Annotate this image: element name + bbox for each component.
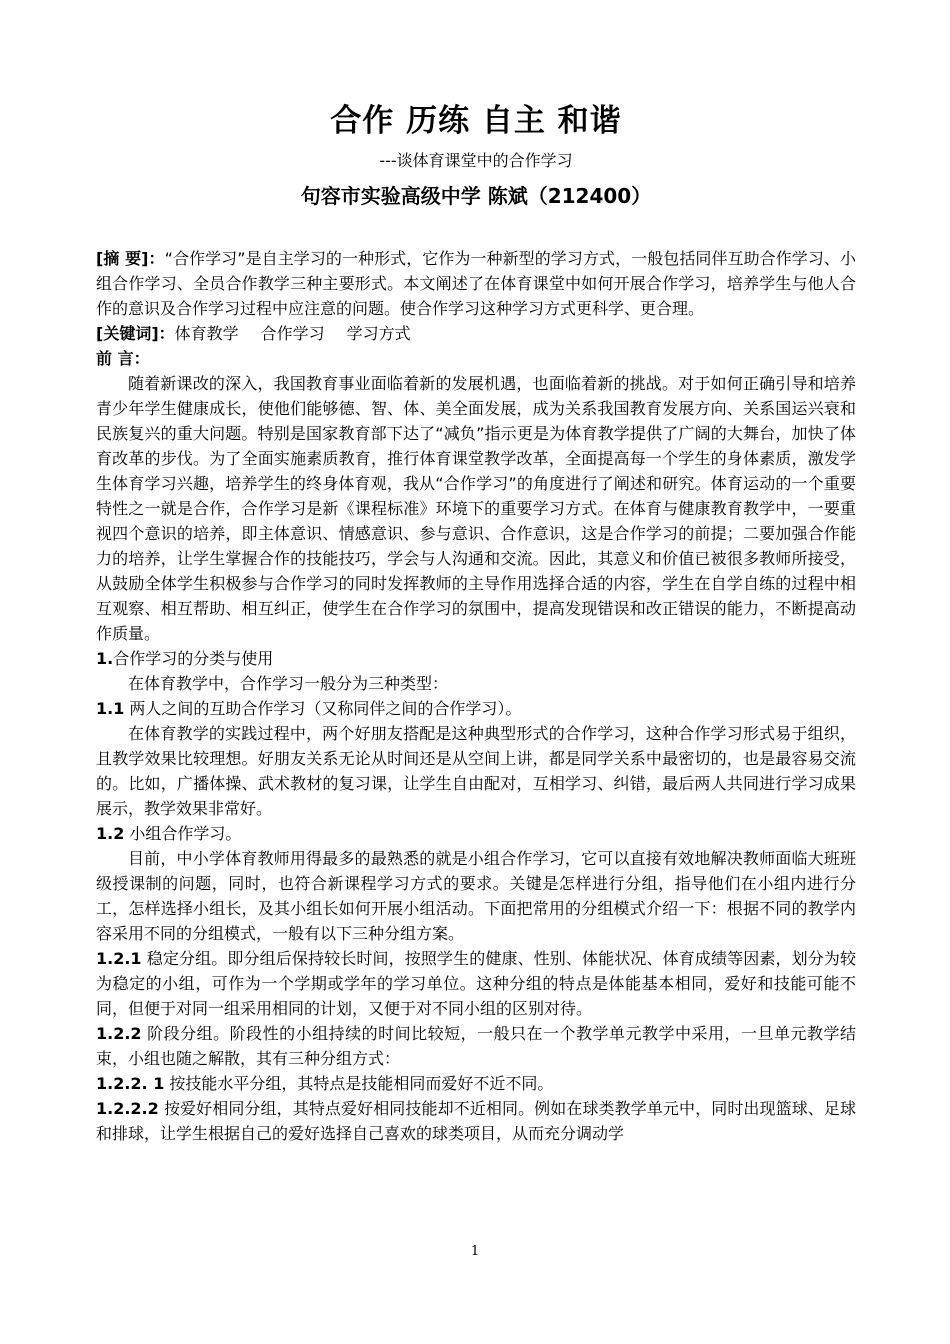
section-text: 按技能水平分组，其特点是技能相同而爱好不近不同。 xyxy=(164,1074,554,1093)
page-subtitle: ---谈体育课堂中的合作学习 xyxy=(379,151,573,170)
section-1-2-1-paragraph xyxy=(96,946,856,1021)
section-1-heading xyxy=(96,646,856,671)
keywords-line xyxy=(96,321,856,346)
preface-label: 前 言： xyxy=(96,349,150,368)
section-number: 1.2.1 xyxy=(96,949,142,968)
preface-paragraph: 随着新课改的深入，我国教育事业面临着新的发展机遇，也面临着新的挑战。对于如何正确引导和培养青少年学生健康成长，使他们能够德、智、体、美全面发展，成为关系我国教育发展方向、关系国运兴衰和民族复兴的重大问题。特别是国家教育部下达了“减负”指示更是为体育教学提供了广阔的大舞台，加快了体育改革的步伐。为了全面实施素质教育，推行体育课堂教学改革，全面提高每一个学生的身体素质，激发学生体育学习兴趣，培养学生的终身体育观，我从“合作学习”的角度进行了阐述和研究。体育运动的一个重要特性之一就是合作，合作学习是新《课程标准》环境下的重要学习方式。在体育与健康教育教学中，一要重视四个意识的培养，即主体意识、情感意识、参与意识、合作意识，这是合作学习的前提；二要加强合作能力的培养，让学生掌握合作的技能技巧，学会与人沟通和交流。因此，其意义和价值已被很多教师所接受，从鼓励全体学生积极参与合作学习的同时发挥教师的主导作用选择合适的内容，学生在自学自练的过程中相互观察、相互帮助、相互纠正，使学生在合作学习的氛围中，提高发现错误和改正错误的能力，不断提高动作质量。 xyxy=(96,374,856,643)
section-text: 稳定分组。即分组后保持较长时间，按照学生的健康、性别、体能状况、体育成绩等因素，划分为较为稳定的小组，可作为一个学期或学年的学习单位。这种分组的特点是体能基本相同，爱好和技能可能不同，但便于对同一组采用相同的计划，又便于对不同小组的区别对待。 xyxy=(96,949,856,1018)
abstract-text: “合作学习”是自主学习的一种形式，它作为一种新型的学习方式，一般包括同伴互助合作学习、小组合作学习、全员合作教学三种主要形式。本文阐述了在体育课堂中如何开展合作学习，培养学生与他人合作的意识及合作学习过程中应注意的问题。使合作学习这种学习方式更科学、更合理。 xyxy=(96,249,856,318)
keyword-item: 合作学习 xyxy=(260,324,325,343)
section-number: 1.2 xyxy=(96,824,125,843)
abstract-label: [摘 要]： xyxy=(96,249,165,268)
section-1-2-heading xyxy=(96,821,856,846)
section-number: 1.2.2. 1 xyxy=(96,1074,165,1093)
section-text: 按爱好相同分组，其特点爱好相同技能却不近相同。例如在球类教学单元中，同时出现篮球、足球和排球，让学生根据自己的爱好选择自己喜欢的球类项目，从而充分调动学 xyxy=(96,1099,856,1143)
page-title: 合作 历练 自主 和谐 xyxy=(330,103,622,139)
section-number: 1. xyxy=(96,649,114,668)
section-1-2-2-paragraph xyxy=(96,1021,856,1071)
document-body xyxy=(96,246,856,1146)
section-number: 1.2.2 xyxy=(96,1024,142,1043)
section-title: 小组合作学习。 xyxy=(124,824,242,843)
section-1-2-paragraph: 目前，中小学体育教师用得最多的最熟悉的就是小组合作学习，它可以直接有效地解决教师面临大班班级授课制的问题，同时，也符合新课程学习方式的要求。关键是怎样进行分组，指导他们在小组内进行分工，怎样选择小组长，及其小组长如何开展小组活动。下面把常用的分组模式介绍一下：根据不同的教学内容采用不同的分组模式，一般有以下三种分组方案。 xyxy=(96,849,856,943)
section-1-2-2-1-paragraph xyxy=(96,1071,856,1096)
page-content xyxy=(96,96,856,1146)
keyword-item: 体育教学 xyxy=(174,324,239,343)
section-number: 1.2.2.2 xyxy=(96,1099,159,1118)
page-number: 1 xyxy=(470,1244,480,1259)
section-1-intro: 在体育教学中，合作学习一般分为三种类型： xyxy=(128,674,449,693)
keyword-item: 学习方式 xyxy=(346,324,411,343)
section-title: 两人之间的互助合作学习（又称同伴之间的合作学习）。 xyxy=(124,699,522,718)
abstract-paragraph xyxy=(96,246,856,321)
section-title: 合作学习的分类与使用 xyxy=(113,649,274,668)
keywords-label: [关键词]： xyxy=(96,324,175,343)
preface-heading xyxy=(96,346,856,371)
section-1-1-heading xyxy=(96,696,856,721)
section-1-2-2-2-paragraph xyxy=(96,1096,856,1146)
author-line: 句容市实验高级中学 陈斌（212400） xyxy=(300,184,652,208)
section-1-1-paragraph: 在体育教学的实践过程中，两个好朋友搭配是这种典型形式的合作学习，这种合作学习形式易于组织，且教学效果比较理想。好朋友关系无论从时间还是从空间上讲，都是同学关系中最密切的，也是最容易交流的。比如，广播体操、武术教材的复习课，让学生自由配对，互相学习、纠错，最后两人共同进行学习成果展示，教学效果非常好。 xyxy=(96,724,856,818)
section-text: 阶段分组。阶段性的小组持续的时间比较短，一般只在一个教学单元教学中采用，一旦单元教学结束，小组也随之解散，其有三种分组方式： xyxy=(96,1024,856,1068)
section-number: 1.1 xyxy=(96,699,125,718)
